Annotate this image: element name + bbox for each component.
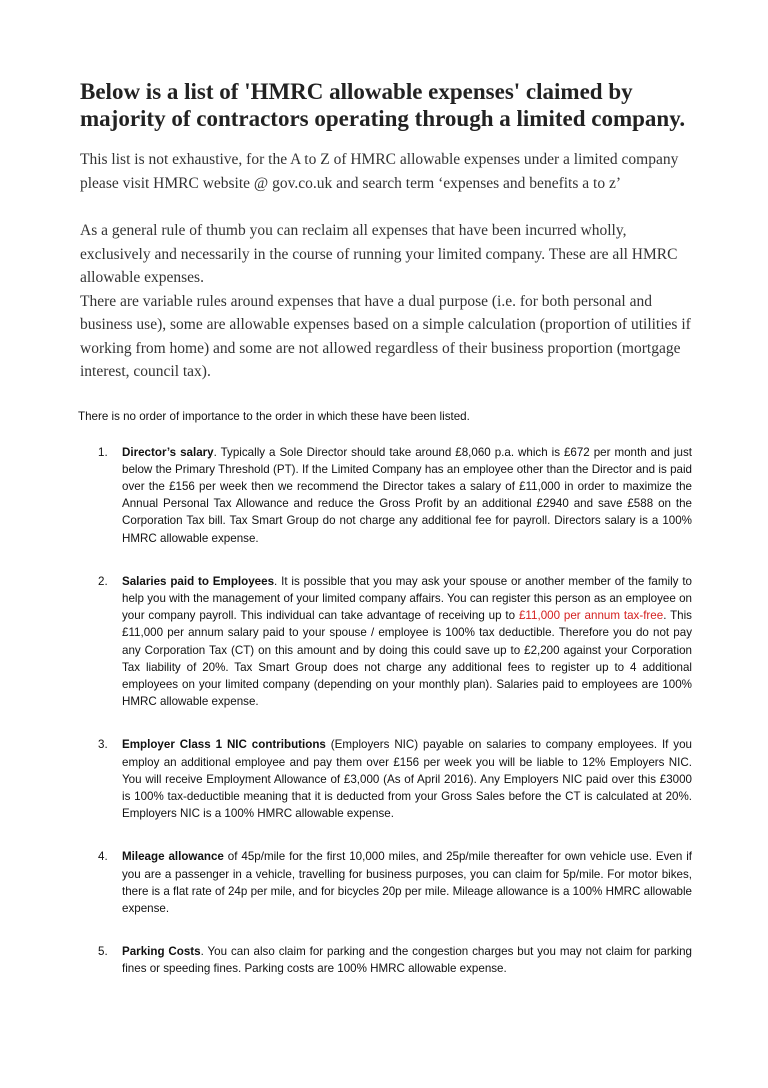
list-item [80, 444, 692, 547]
list-item [80, 736, 692, 822]
item-number: 1. [98, 445, 108, 459]
item-number: 2. [98, 574, 108, 588]
list-item [80, 943, 692, 977]
item-body: . Typically a Sole Director should take around £8,060 p.a. which is £672 per month and just below the Primary Threshold (PT). If the Limited Company has an employee other than the Director and is paid over the £156 per week then we recommend the Director takes a salary of £11,000 in order to maximize the Annual Personal Tax Allowance and reduce the Gross Profit by an additional £2940 and save £588 on the Corporation Tax bill. Tax Smart Group do not charge any additional fee for payroll. Directors salary is a 100% HMRC allowable expense. [122, 445, 692, 545]
item-body: of 45p/mile for the first 10,000 miles, and 25p/mile thereafter for own vehicle use. Even if you are a passenger in a vehicle, travelling for business purposes, you can claim for 5p/mile. For motor bikes, there is a flat rate of 24p per mile, and for bicycles 20p per mile. Mileage allowance is a 100% HMRC allowable expense. [122, 850, 692, 915]
document-page [80, 78, 692, 1004]
item-title: Mileage allowance [122, 850, 224, 864]
item-number: 5. [98, 945, 108, 959]
intro-paragraph: This list is not exhaustive, for the A to Z of HMRC allowable expenses under a limited company please visit HMRC website @ gov.co.uk and search term ‘expenses and benefits a to z’ [80, 151, 679, 192]
page-title: Below is a list of 'HMRC allowable expenses' claimed by majority of contractors operating through a limited company. [80, 79, 686, 131]
item-body-continued: . This £11,000 per annum salary paid to your spouse / employee is 100% tax deductible. Therefore you do not pay any Corporation Tax (CT) on this amount and by doing this could save up to £2,200 against your Corporation Tax liability of 20%. Tax Smart Group does not charge any additional fees to register up to 4 additional employees on your limited company (depending on your monthly plan). Salaries paid to employees are 100% HMRC allowable expense. [122, 609, 692, 709]
item-number: 4. [98, 850, 108, 864]
order-note: There is no order of importance to the order in which these have been listed. [78, 409, 470, 423]
rule-of-thumb-paragraph: As a general rule of thumb you can reclaim all expenses that have been incurred wholly, exclusively and necessarily in the course of running your limited company. These are all HMRC allowable expenses. [80, 222, 678, 286]
highlighted-text: £11,000 per annum tax-free [518, 609, 664, 623]
item-body: (Employers NIC) payable on salaries to company employees. If you employ an additional employee and pay them over £156 per week you will be liable to 12% Employers NIC. You will receive Employment Allowance of £3,000 (As of April 2016). Any Employers NIC paid over this £3000 is 100% tax-deductible meaning that it is deducted from your Gross Sales before the CT is calculated at 20%. Employers NIC is a 100% HMRC allowable expense. [122, 738, 692, 821]
item-title: Salaries paid to Employees [122, 574, 275, 588]
item-title: Director’s salary [122, 445, 214, 459]
item-title: Employer Class 1 NIC contributions [122, 738, 326, 752]
list-item [80, 848, 692, 917]
list-item [80, 573, 692, 711]
dual-purpose-paragraph: There are variable rules around expenses that have a dual purpose (i.e. for both personal and business use), some are allowable expenses based on a simple calculation (proportion of utilities if working from home) and some are not allowed regardless of their business proportion (mortgage interest, council tax). [80, 292, 691, 380]
item-body: . It is possible that you may ask your spouse or another member of the family to help you with the management of your limited company affairs. You can register this person as an employee on your company payroll. This individual can take advantage of receiving up to [122, 574, 693, 623]
item-title: Parking Costs [122, 945, 201, 959]
item-body: . You can also claim for parking and the congestion charges but you may not claim for parking fines or speeding fines. Parking costs are 100% HMRC allowable expense. [122, 945, 692, 976]
expenses-list [80, 444, 692, 978]
item-number: 3. [98, 738, 108, 752]
